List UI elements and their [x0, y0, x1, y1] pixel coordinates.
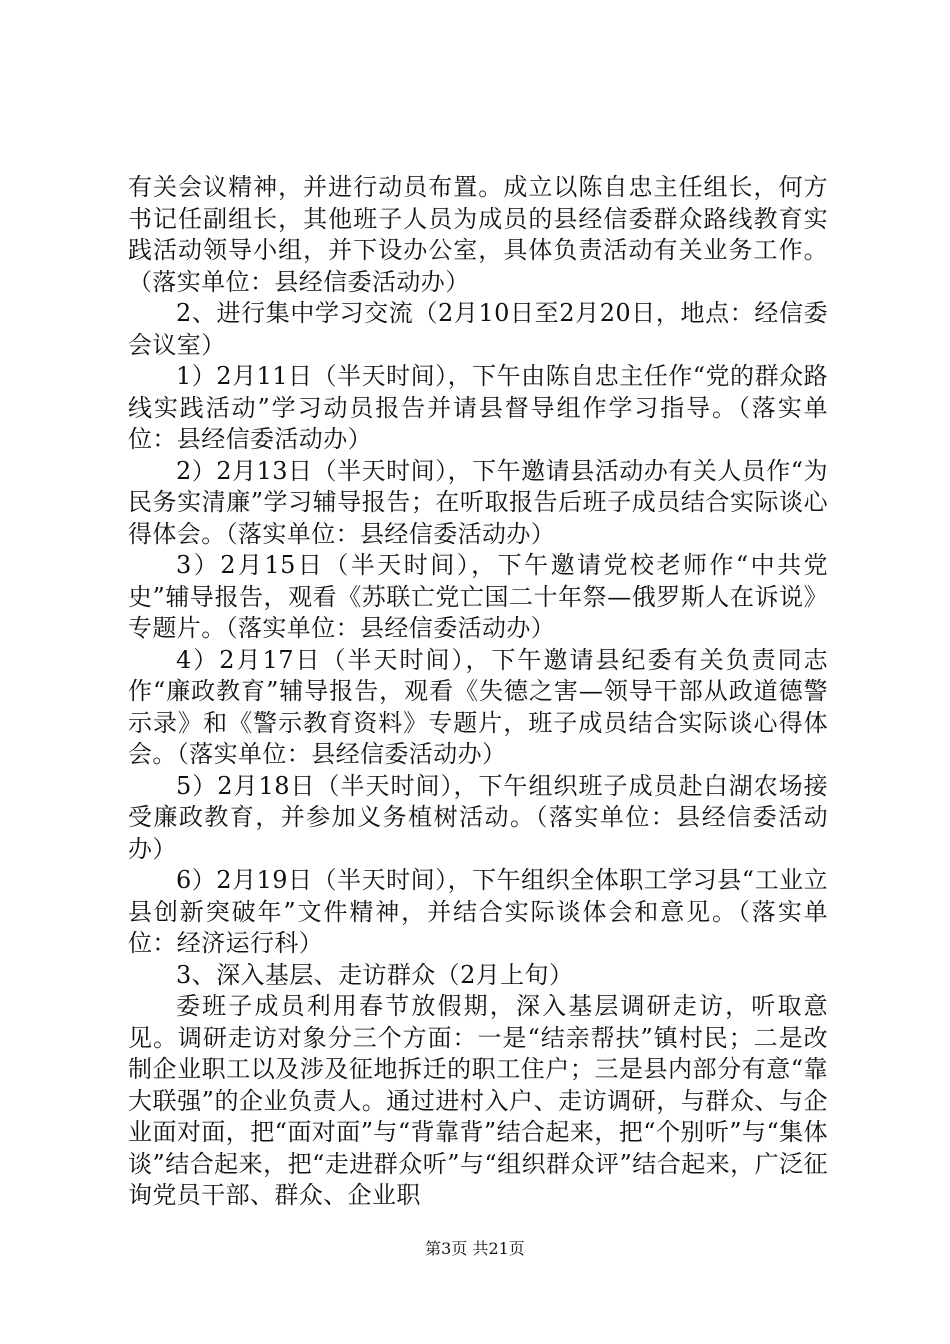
document-body	[128, 172, 828, 1212]
paragraph-item-3: 3）2月15日（半天时间），下午邀请党校老师作“中共党史”辅导报告，观看《苏联亡党亡国二十年祭—俄罗斯人在诉说》专题片。（落实单位：县经信委活动办）	[128, 551, 828, 642]
paragraph-item-4: 4）2月17日（半天时间），下午邀请县纪委有关负责同志作“廉政教育”辅导报告，观看《失德之害—领导干部从政道德警示录》和《警示教育资料》专题片，班子成员结合实际谈心得体会。（落实单位：县经信委活动办）	[128, 645, 828, 768]
section-heading-2: 2、进行集中学习交流（2月10日至2月20日，地点：经信委会议室）	[128, 299, 828, 359]
paragraph-item-1: 1）2月11日（半天时间），下午由陈自忠主任作“党的群众路线实践活动”学习动员报告并请县督导组作学习指导。（落实单位：县经信委活动办）	[128, 362, 828, 453]
page-number-footer: 第3页 共21页	[425, 1239, 525, 1258]
paragraph-continuation: 有关会议精神，并进行动员布置。成立以陈自忠主任组长，何方书记任副组长，其他班子人员为成员的县经信委群众路线教育实践活动领导小组，并下设办公室，具体负责活动有关业务工作。（落实单位：县经信委活动办）	[128, 173, 828, 296]
paragraph-item-2: 2）2月13日（半天时间），下午邀请县活动办有关人员作“为民务实清廉”学习辅导报告；在听取报告后班子成员结合实际谈心得体会。（落实单位：县经信委活动办）	[128, 456, 828, 548]
section-heading-3: 3、深入基层、走访群众（2月上旬）	[176, 960, 574, 989]
paragraph-item-5: 5）2月18日（半天时间），下午组织班子成员赴白湖农场接受廉政教育，并参加义务植树活动。（落实单位：县经信委活动办）	[128, 771, 828, 863]
paragraph-item-6: 6）2月19日（半天时间），下午组织全体职工学习县“工业立县创新突破年”文件精神，并结合实际谈体会和意见。（落实单位：经济运行科）	[128, 866, 828, 957]
paragraph-body: 委班子成员利用春节放假期，深入基层调研走访，听取意见。调研走访对象分三个方面：一是“结亲帮扶”镇村民；二是改制企业职工以及涉及征地拆迁的职工住户；三是县内部分有意“靠大联强”的企业负责人。通过进村入户、走访调研，与群众、与企业面对面，把“面对面”与“背靠背”结合起来，把“个别听”与“集体谈”结合起来，把“走进群众听”与“组织群众评”结合起来，广泛征询党员干部、群众、企业职	[128, 992, 828, 1209]
